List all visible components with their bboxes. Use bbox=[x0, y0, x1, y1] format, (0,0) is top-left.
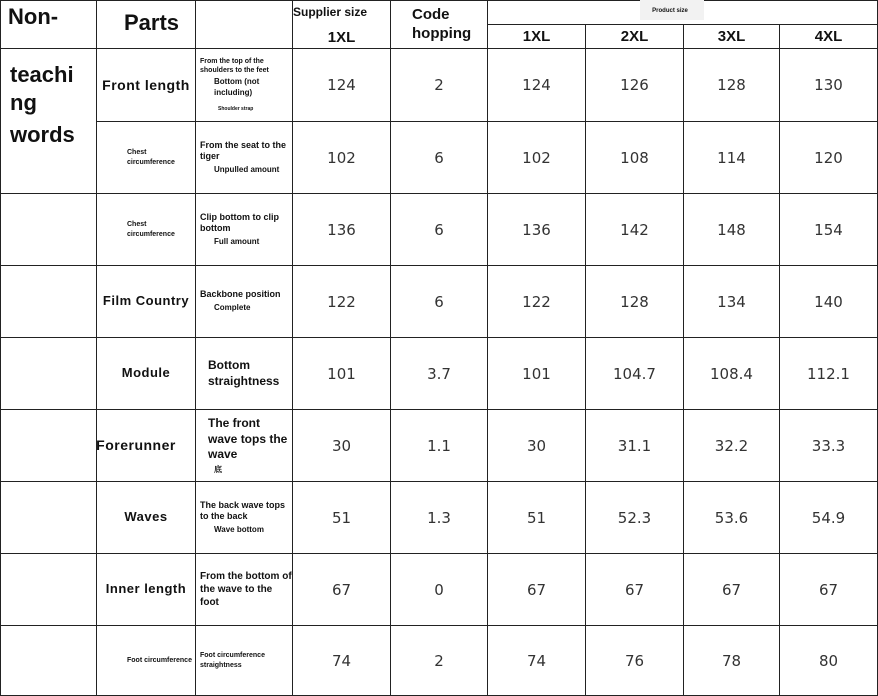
product-size-value: 67 bbox=[526, 580, 547, 599]
header-parts: Parts bbox=[124, 10, 180, 35]
part-name: Module bbox=[121, 365, 171, 381]
part-name: Film Country bbox=[102, 293, 190, 309]
header-supplier-size-value: 1XL bbox=[327, 28, 356, 46]
header-non: Non- bbox=[8, 4, 59, 29]
product-size-value: 124 bbox=[522, 76, 551, 94]
position-description bbox=[196, 554, 292, 625]
product-size-value: 112.1 bbox=[807, 364, 850, 383]
side-note-line: ng bbox=[10, 90, 37, 115]
part-name: Chest circumference bbox=[127, 149, 175, 166]
code-hopping-value: 6 bbox=[434, 220, 444, 239]
position-sub: Unpulled amount bbox=[214, 164, 280, 174]
supplier-size-value: 122 bbox=[327, 292, 356, 311]
code-hopping-value: 2 bbox=[434, 76, 444, 94]
header-product-size: Product size bbox=[652, 8, 688, 14]
product-size-value: 32.2 bbox=[714, 436, 749, 455]
position-description bbox=[196, 626, 292, 695]
position-sub: 底 bbox=[214, 464, 222, 474]
product-size-value: 140 bbox=[814, 292, 843, 311]
position-sub: Full amount bbox=[214, 236, 260, 246]
product-size-value: 76 bbox=[624, 651, 645, 670]
code-hopping-value: 6 bbox=[434, 292, 444, 311]
position-main: From the top of the shoulders to the feet bbox=[200, 58, 269, 75]
position-main: Clip bottom to clip bottom bbox=[200, 211, 279, 234]
code-hopping-value: 6 bbox=[434, 148, 444, 167]
position-main: The front wave tops the wave bbox=[208, 415, 288, 462]
product-size-value: 114 bbox=[717, 148, 746, 167]
code-hopping-value: 0 bbox=[434, 580, 444, 599]
supplier-size-value: 124 bbox=[327, 76, 356, 94]
supplier-size-value: 74 bbox=[331, 651, 352, 670]
part-name: Forerunner bbox=[96, 437, 176, 454]
product-size-value: 78 bbox=[721, 651, 742, 670]
product-size-value: 51 bbox=[526, 508, 547, 527]
supplier-size-value: 136 bbox=[327, 220, 356, 239]
position-main: Foot circumference straightness bbox=[200, 652, 265, 669]
product-size-value: 142 bbox=[620, 220, 649, 239]
supplier-size-value: 101 bbox=[327, 364, 356, 383]
product-size-value: 104.7 bbox=[613, 364, 656, 383]
product-size-value: 67 bbox=[624, 580, 645, 599]
product-size-value: 128 bbox=[717, 76, 746, 94]
position-main: The back wave tops to the back bbox=[200, 499, 286, 522]
supplier-size-value: 102 bbox=[327, 148, 356, 167]
supplier-size-value: 51 bbox=[331, 508, 352, 527]
product-size-value: 53.6 bbox=[714, 508, 749, 527]
code-hopping-value: 2 bbox=[434, 651, 444, 670]
position-sub: Bottom (not including) bbox=[214, 77, 260, 97]
table-border bbox=[0, 0, 1, 696]
product-size-value: 74 bbox=[526, 651, 547, 670]
product-size-value: 52.3 bbox=[617, 508, 652, 527]
position-description bbox=[196, 410, 292, 481]
position-main: Bottom straightness bbox=[208, 357, 280, 388]
code-hopping-value: 1.3 bbox=[427, 508, 451, 527]
position-sub: Complete bbox=[214, 303, 251, 313]
product-size-value: 33.3 bbox=[811, 436, 846, 455]
product-size-value: 102 bbox=[522, 148, 551, 167]
position-sub: Wave bottom bbox=[214, 524, 264, 534]
position-main: From the seat to the tiger bbox=[200, 139, 287, 162]
position-description bbox=[196, 122, 292, 193]
table-border bbox=[0, 0, 878, 1]
product-size-value: 67 bbox=[721, 580, 742, 599]
part-name: Inner length bbox=[105, 581, 187, 597]
product-size-value: 80 bbox=[818, 651, 839, 670]
product-size-value: 130 bbox=[814, 76, 843, 94]
position-main: From the bottom of the wave to the foot bbox=[200, 571, 292, 608]
product-size-value: 134 bbox=[717, 292, 746, 311]
supplier-size-value: 30 bbox=[331, 436, 352, 455]
header-code-hopping: Code hopping bbox=[412, 5, 472, 42]
size-header-4xl: 4XL bbox=[814, 28, 843, 45]
side-note-line: words bbox=[10, 122, 75, 147]
size-header-3xl: 3XL bbox=[717, 28, 746, 45]
position-description bbox=[196, 266, 292, 337]
code-hopping-value: 1.1 bbox=[427, 436, 451, 455]
position-description bbox=[196, 482, 292, 553]
part-name: Chest circumference bbox=[127, 221, 175, 238]
position-sub2: Shoulder strap bbox=[218, 106, 254, 113]
size-header-1xl: 1XL bbox=[522, 28, 551, 45]
product-size-value: 136 bbox=[522, 220, 551, 239]
header-supplier-size-label: Supplier size bbox=[293, 5, 368, 19]
product-size-value: 30 bbox=[526, 436, 547, 455]
product-size-value: 154 bbox=[814, 220, 843, 239]
position-description bbox=[196, 338, 292, 409]
size-header-2xl: 2XL bbox=[620, 28, 649, 45]
product-size-value: 101 bbox=[522, 364, 551, 383]
position-description bbox=[196, 49, 292, 121]
product-size-value: 31.1 bbox=[617, 436, 652, 455]
part-name: Waves bbox=[124, 509, 168, 525]
side-note-line: teachi bbox=[10, 62, 74, 87]
supplier-size-value: 67 bbox=[331, 580, 352, 599]
product-size-value: 120 bbox=[814, 148, 843, 167]
position-main: Backbone position bbox=[200, 289, 281, 300]
product-size-value: 108 bbox=[620, 148, 649, 167]
code-hopping-value: 3.7 bbox=[427, 364, 451, 383]
part-name: Foot circumference bbox=[127, 656, 192, 664]
part-name: Front length bbox=[102, 76, 190, 93]
product-size-value: 128 bbox=[620, 292, 649, 311]
product-size-value: 148 bbox=[717, 220, 746, 239]
product-size-value: 108.4 bbox=[710, 364, 753, 383]
position-description bbox=[196, 194, 292, 265]
product-size-value: 54.9 bbox=[811, 508, 846, 527]
product-size-value: 126 bbox=[620, 76, 649, 94]
product-size-value: 122 bbox=[522, 292, 551, 311]
product-size-value: 67 bbox=[818, 580, 839, 599]
